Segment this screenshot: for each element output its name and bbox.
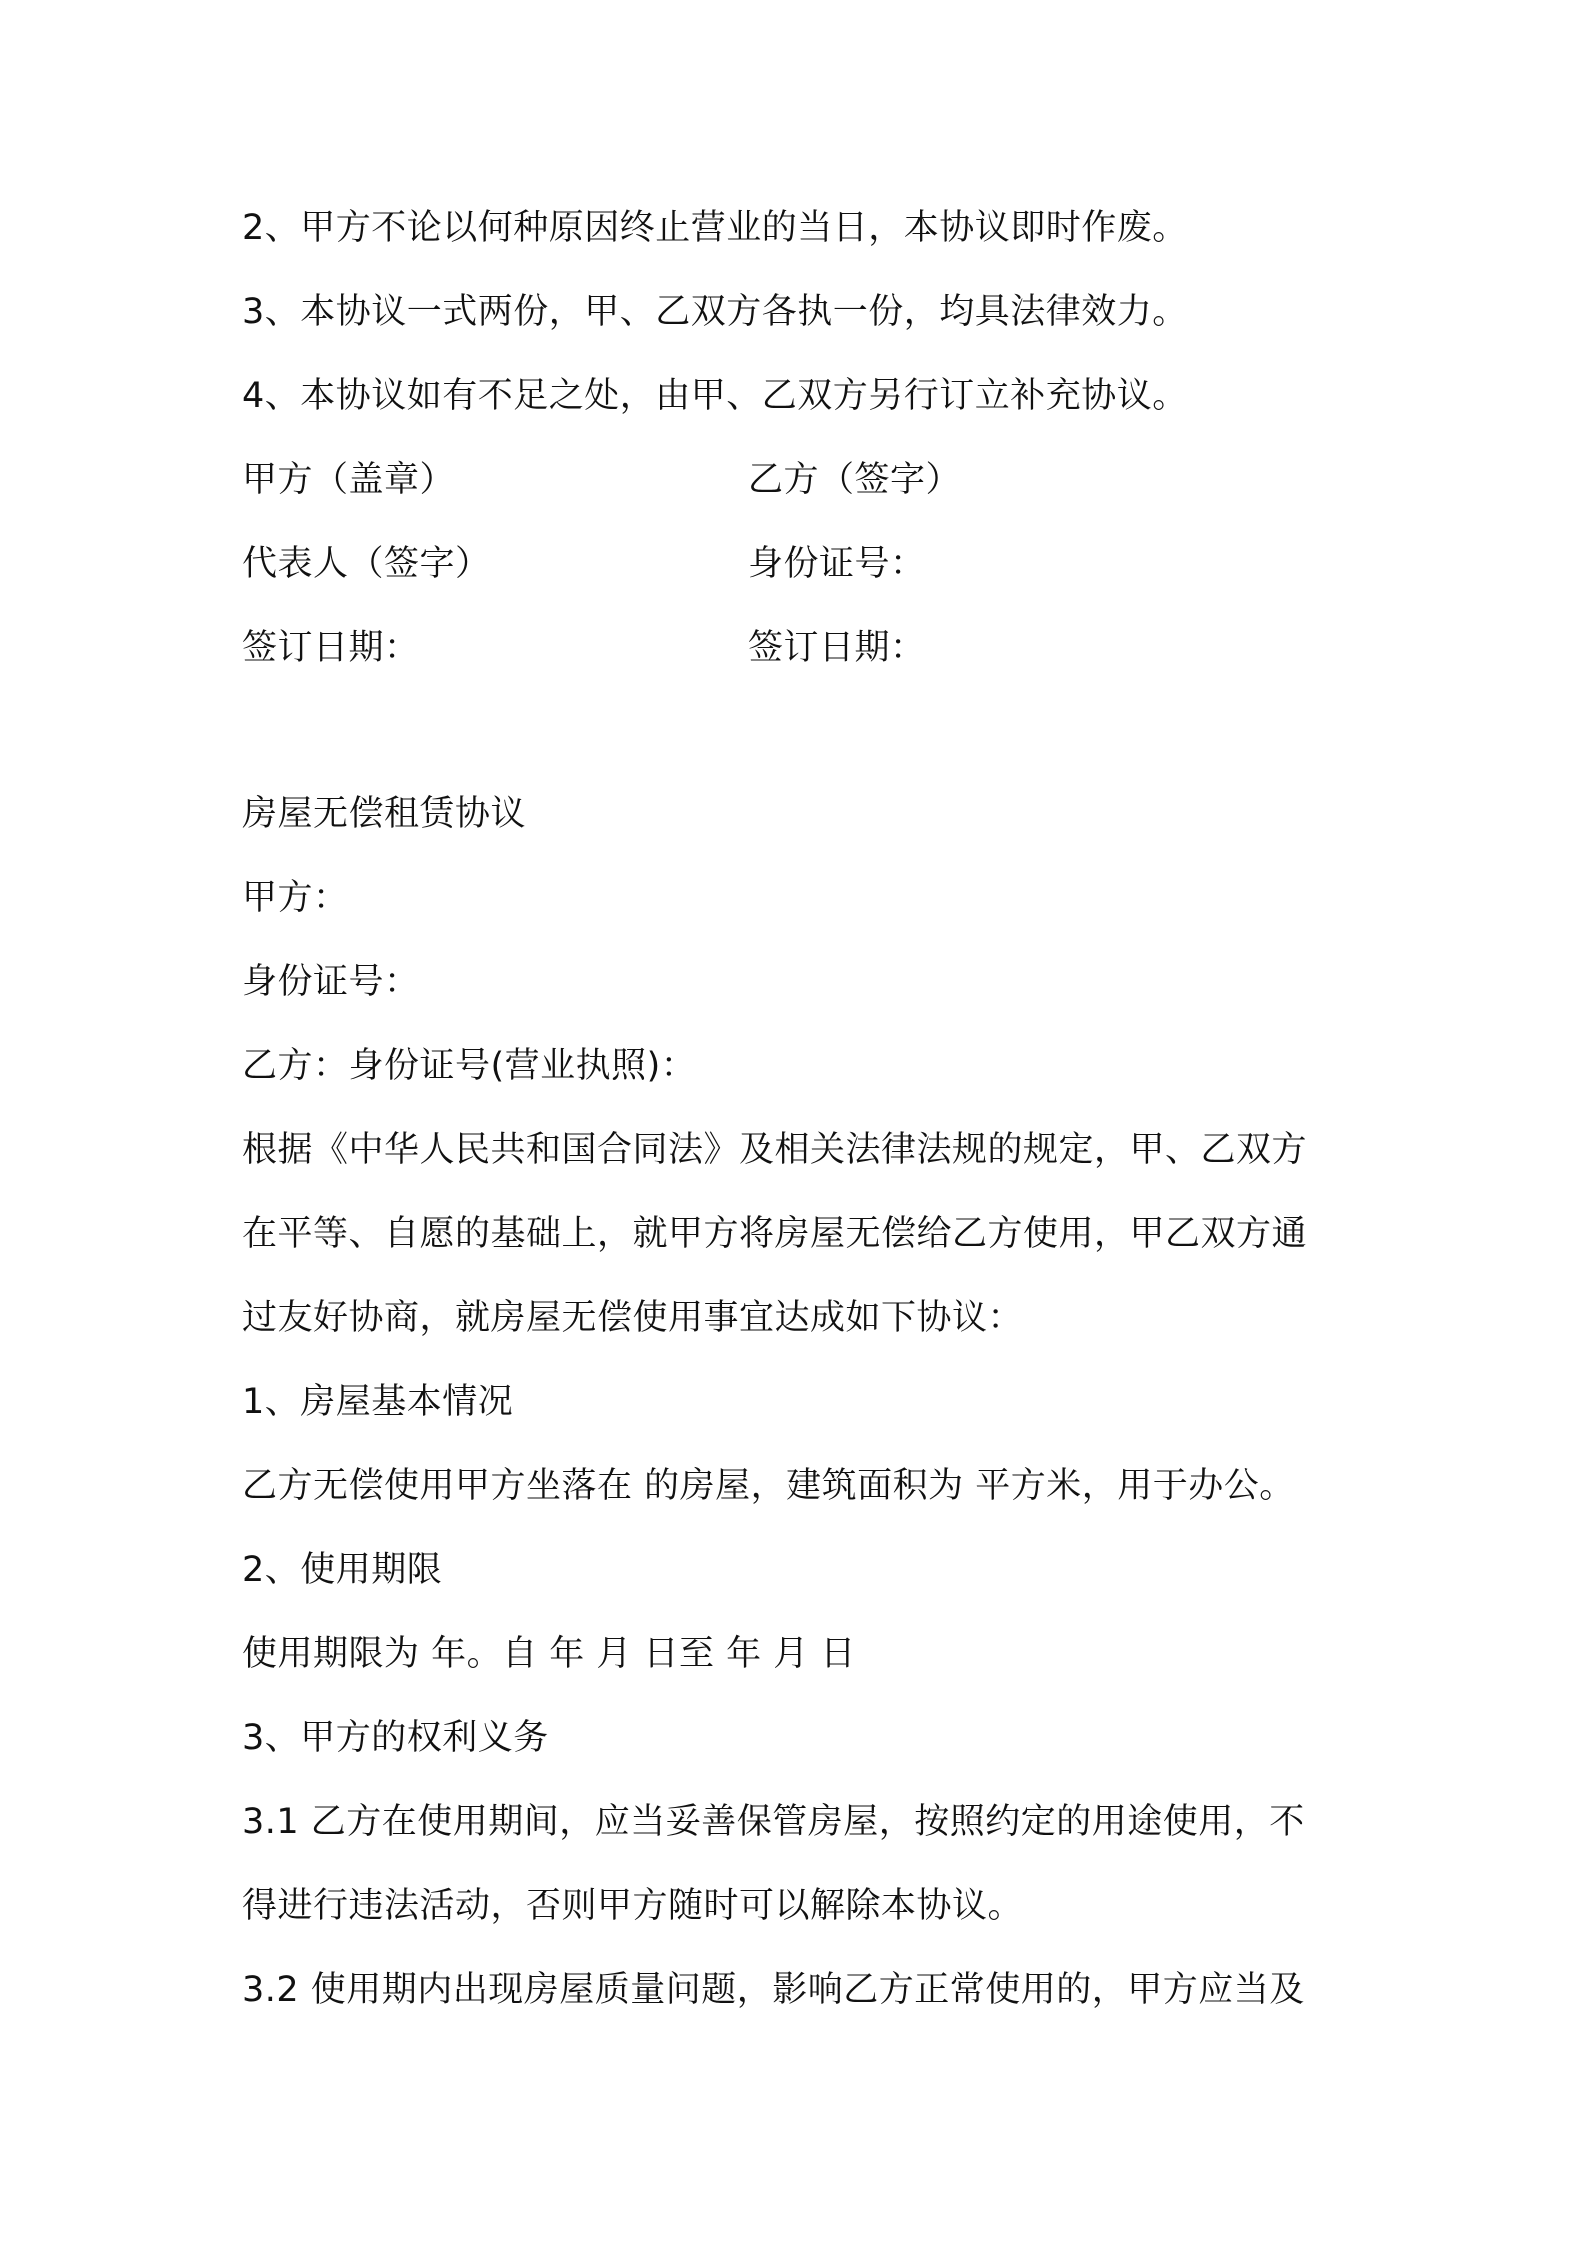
section-2-title: 2、使用期限 [242,1550,443,1590]
party-a-label: 甲方： [242,878,349,918]
id-number-label: 身份证号： [748,544,926,584]
party-b-label: 乙方：身份证号(营业执照)： [242,1046,697,1086]
clause-3-2-line: 3.2 使用期内出现房屋质量问题，影响乙方正常使用的，甲方应当及 [242,1970,1305,2010]
section-1-title: 1、房屋基本情况 [242,1382,514,1422]
preamble-line: 过友好协商，就房屋无偿使用事宜达成如下协议： [242,1298,1024,1338]
party-a-seal-label: 甲方（盖章） [242,460,456,500]
representative-sign-label: 代表人（签字） [242,544,491,584]
preamble-line: 在平等、自愿的基础上，就甲方将房屋无偿给乙方使用，甲乙双方通 [242,1214,1308,1254]
clause-4: 4、本协议如有不足之处，由甲、乙双方另行订立补充协议。 [242,376,1188,416]
section-2-body: 使用期限为 年。自 年 月 日至 年 月 日 [242,1634,856,1674]
clause-3: 3、本协议一式两份，甲、乙双方各执一份，均具法律效力。 [242,292,1188,332]
clause-3-1-line: 3.1 乙方在使用期间，应当妥善保管房屋，按照约定的用途使用，不 [242,1802,1305,1842]
sign-date-b-label: 签订日期： [748,628,926,668]
agreement-title: 房屋无偿租赁协议 [242,794,527,834]
clause-2: 2、甲方不论以何种原因终止营业的当日，本协议即时作废。 [242,208,1188,248]
sign-date-a-label: 签订日期： [242,628,420,668]
section-3-title: 3、甲方的权利义务 [242,1718,549,1758]
preamble-line: 根据《中华人民共和国合同法》及相关法律法规的规定，甲、乙双方 [242,1130,1308,1170]
clause-3-1-line: 得进行违法活动，否则甲方随时可以解除本协议。 [242,1886,1024,1926]
party-b-sign-label: 乙方（签字） [748,460,962,500]
party-a-id-label: 身份证号： [242,962,420,1002]
section-1-body: 乙方无偿使用甲方坐落在 的房屋，建筑面积为 平方米，用于办公。 [242,1466,1295,1506]
